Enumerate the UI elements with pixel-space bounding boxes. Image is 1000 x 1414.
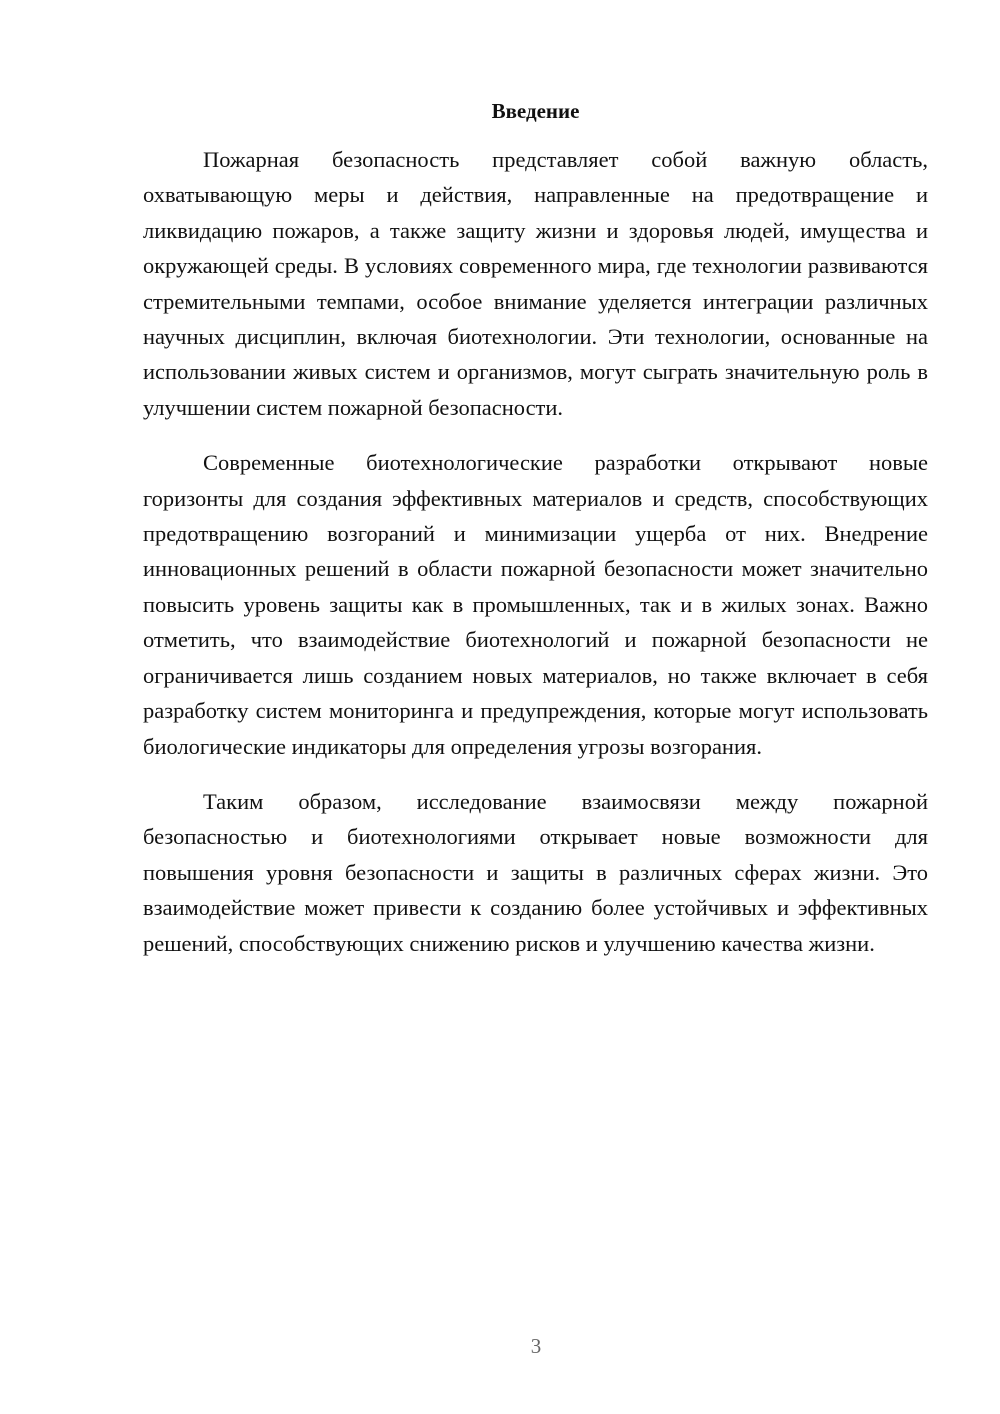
paragraph-2: Современные биотехнологические разработки открывают новые горизонты для создания эффективных материалов и средств, способствующих предотвращению возгораний и минимизации ущерба от них. Внедрение инновационных решений в области пожарной безопасности может значительно повысить уровень защиты как в промышленных, так и в жилых зонах. Важно отметить, что взаимодействие биотехнологий и пожарной безопасности не ограничивается лишь созданием новых материалов, но также включает в себя разработку систем мониторинга и предупреждения, которые могут использовать биологические индикаторы для определения угрозы возгорания. (143, 450, 928, 759)
paragraph-1: Пожарная безопасность представляет собой важную область, охватывающую меры и действия, направленные на предотвращение и ликвидацию пожаров, а также защиту жизни и здоровья людей, имущества и окружающей среды. В условиях современного мира, где технологии развиваются стремительными темпами, особое внимание уделяется интеграции различных научных дисциплин, включая биотехнологии. Эти технологии, основанные на использовании живых систем и организмов, могут сыграть значительную роль в улучшении систем пожарной безопасности. (143, 147, 928, 420)
section-title: Введение (491, 99, 580, 123)
body-text (143, 142, 928, 981)
paragraph-3: Таким образом, исследование взаимосвязи между пожарной безопасностью и биотехнологиями открывает новые возможности для повышения уровня безопасности и защиты в различных сферах жизни. Это взаимодействие может привести к созданию более устойчивых и эффективных решений, способствующих снижению рисков и улучшению качества жизни. (143, 788, 928, 956)
page-number: 3 (530, 1334, 542, 1358)
